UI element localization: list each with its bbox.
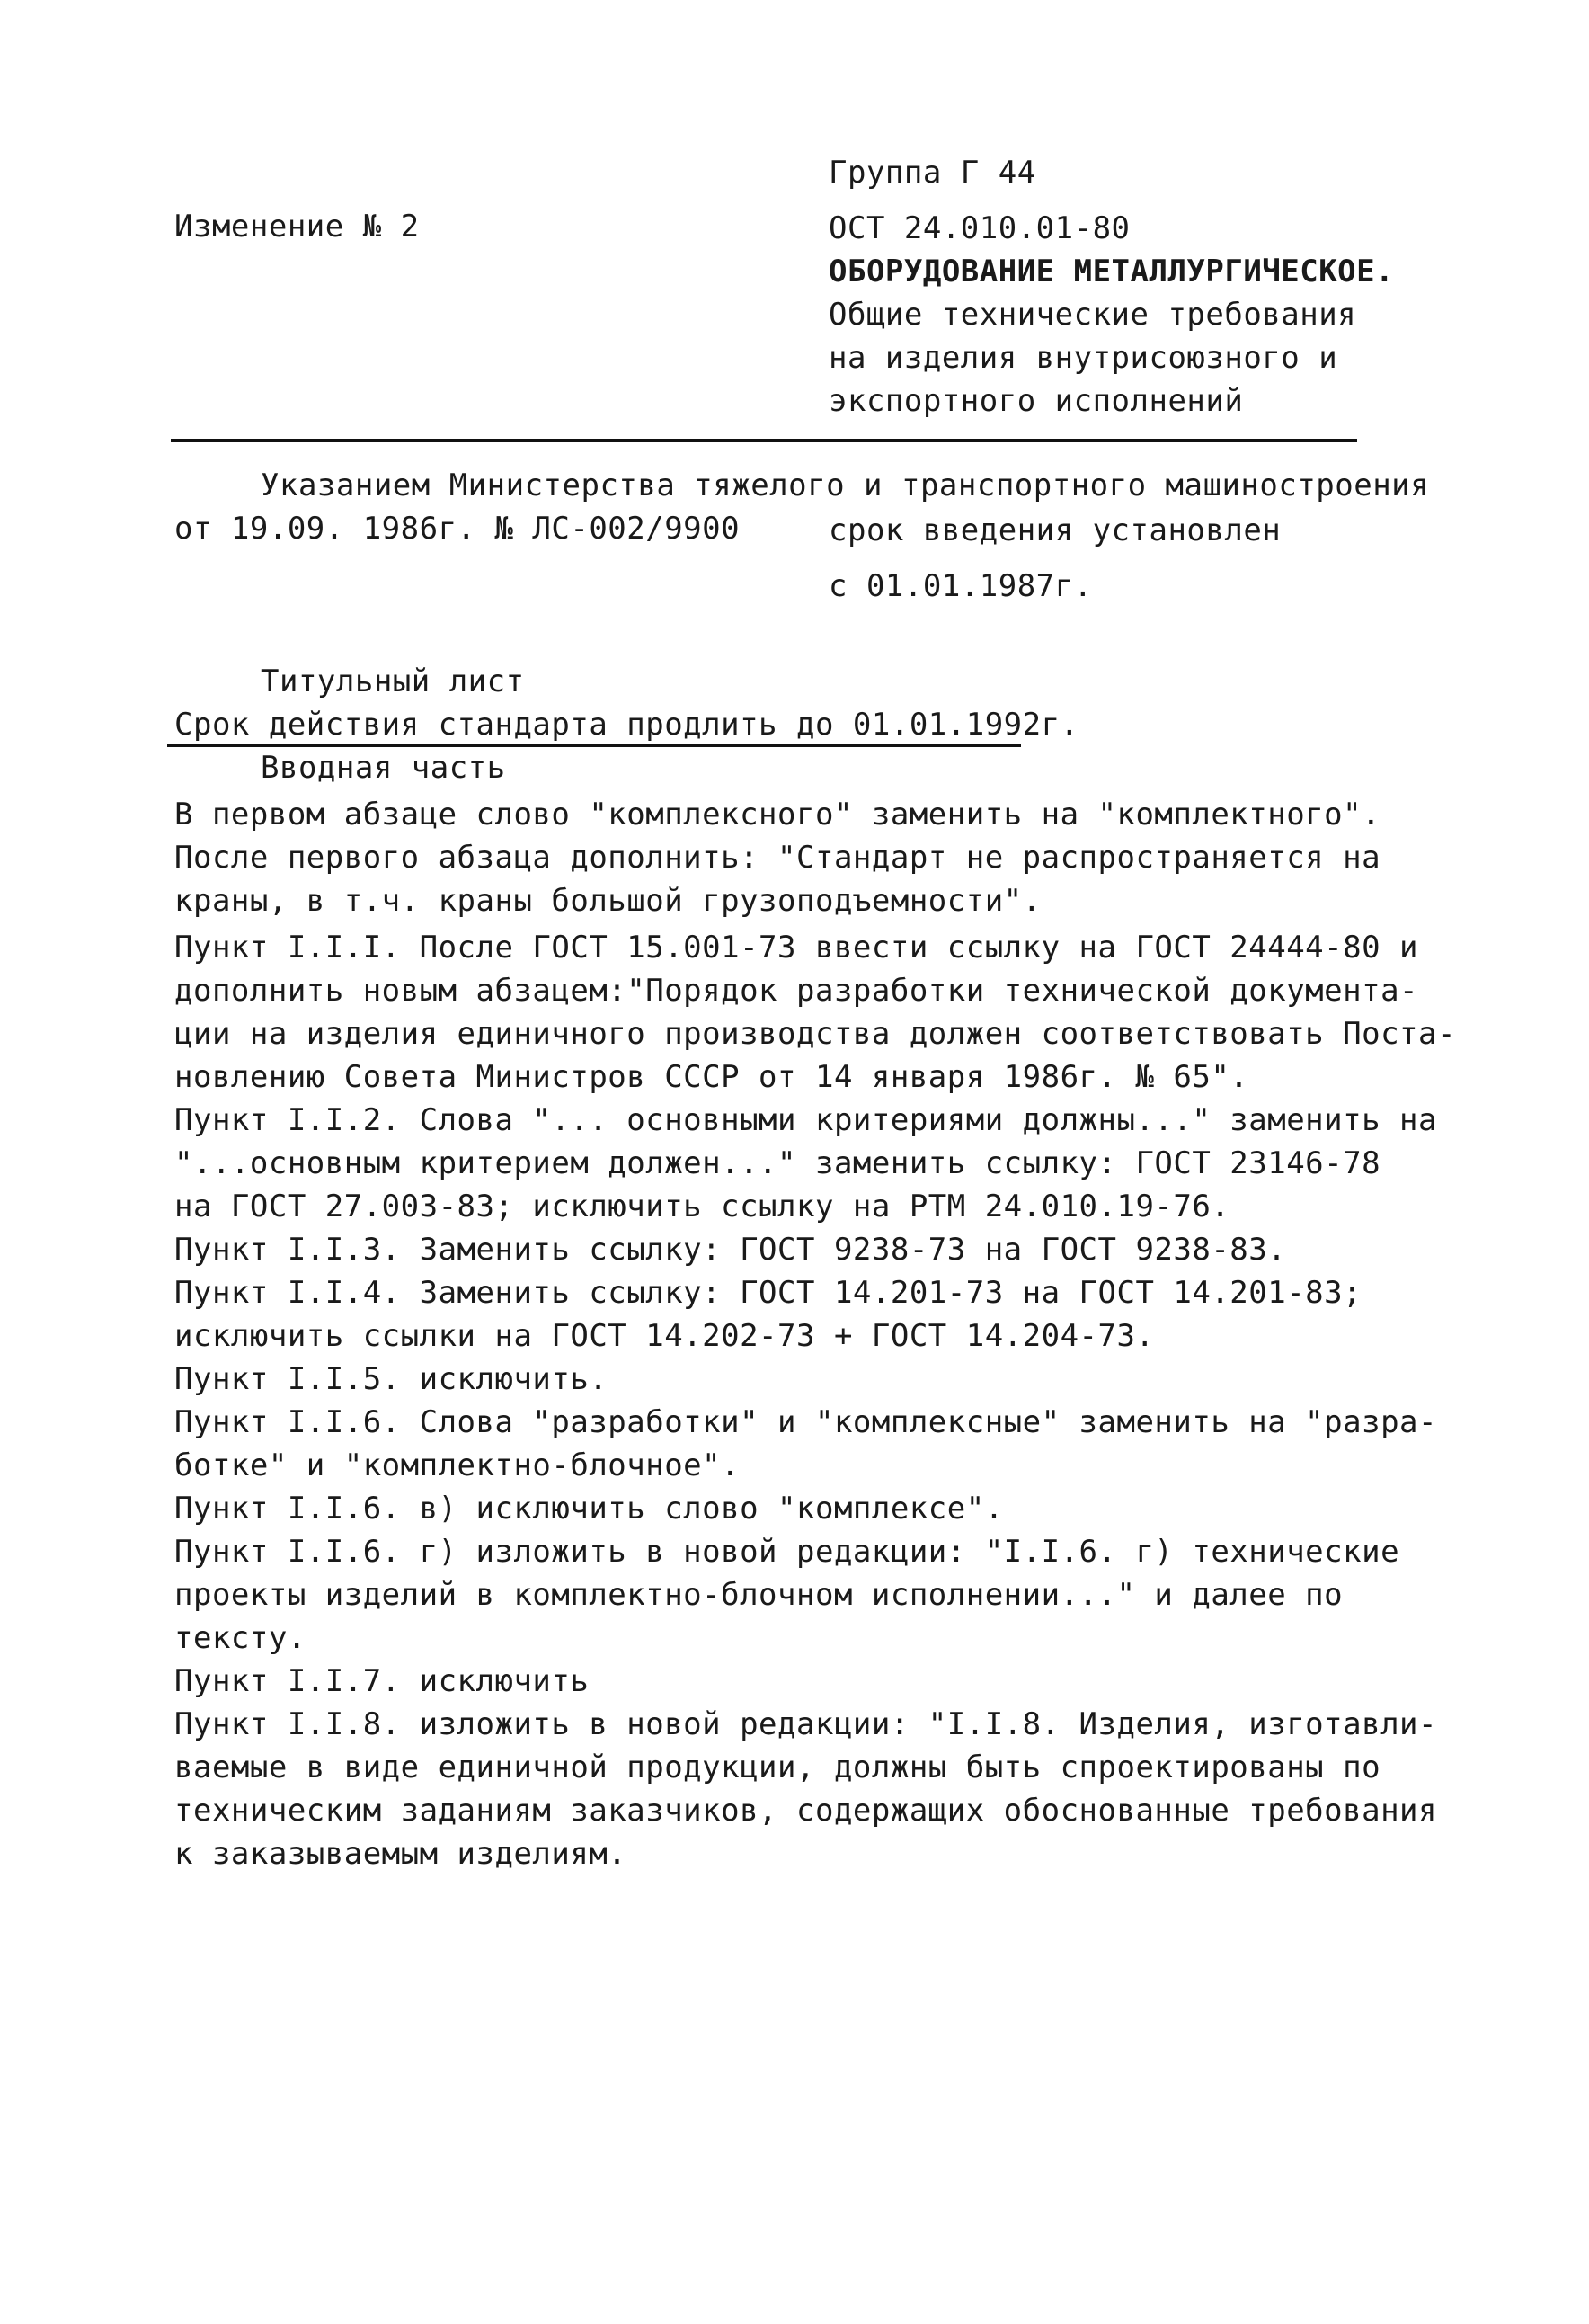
- intro-heading: Вводная часть: [261, 750, 506, 786]
- standard-title-line-3: на изделия внутрисоюзного и: [829, 340, 1338, 376]
- body-line-12: Пункт I.I.4. Заменить ссылку: ГОСТ 14.201-73 на ГОСТ 14.201-83;: [174, 1275, 1363, 1311]
- title-sheet-text: Срок действия стандарта продлить до 01.01.1992г.: [174, 707, 1079, 743]
- body-line-8: Пункт I.I.2. Слова "... основными критериями должны..." заменить на: [174, 1102, 1437, 1138]
- body-line-22: Пункт I.I.8. изложить в новой редакции: "I.I.8. Изделия, изготавли-: [174, 1706, 1437, 1742]
- body-line-7: новлению Совета Министров СССР от 14 января 1986г. № 65".: [174, 1059, 1249, 1095]
- standard-code: ОСТ 24.010.01-80: [829, 210, 1131, 246]
- body-line-10: на ГОСТ 27.003-83; исключить ссылку на РТМ 24.010.19-76.: [174, 1189, 1230, 1224]
- body-line-21: Пункт I.I.7. исключить: [174, 1663, 590, 1699]
- body-line-14: Пункт I.I.5. исключить.: [174, 1361, 608, 1397]
- body-line-13: исключить ссылки на ГОСТ 14.202-73 + ГОСТ 14.204-73.: [174, 1318, 1155, 1354]
- body-line-23: ваемые в виде единичной продукции, должны быть спроектированы по: [174, 1750, 1381, 1785]
- body-line-19: проекты изделий в комплектно-блочном исполнении..." и далее по: [174, 1577, 1344, 1613]
- standard-title-line-2: Общие технические требования: [829, 297, 1357, 333]
- body-line-16: ботке" и "комплектно-блочное".: [174, 1447, 741, 1483]
- body-line-20: тексту.: [174, 1620, 306, 1656]
- decree-effective-date: с 01.01.1987г.: [829, 568, 1093, 604]
- body-line-17: Пункт I.I.6. в) исключить слово "комплексе".: [174, 1491, 1004, 1527]
- body-line-1: В первом абзаце слово "комплексного" заменить на "комплектного".: [174, 797, 1381, 833]
- body-line-24: техническим заданиям заказчиков, содержащих обоснованные требования: [174, 1793, 1437, 1829]
- body-line-5: дополнить новым абзацем:"Порядок разработки технической документа-: [174, 973, 1419, 1009]
- decree-line-2-left: от 19.09. 1986г. № ЛС-002/9900: [174, 511, 741, 547]
- body-line-6: ции на изделия единичного производства должен соответствовать Поста-: [174, 1016, 1456, 1052]
- standard-title-line-1: ОБОРУДОВАНИЕ МЕТАЛЛУРГИЧЕСКОЕ.: [829, 254, 1395, 289]
- body-line-9: "...основным критерием должен..." заменить ссылку: ГОСТ 23146-78: [174, 1145, 1381, 1181]
- body-line-25: к заказываемым изделиям.: [174, 1836, 627, 1872]
- body-line-11: Пункт I.I.3. Заменить ссылку: ГОСТ 9238-73 на ГОСТ 9238-83.: [174, 1232, 1287, 1268]
- title-sheet-heading: Титульный лист: [261, 663, 525, 699]
- body-line-4: Пункт I.I.I. После ГОСТ 15.001-73 ввести ссылку на ГОСТ 24444-80 и: [174, 930, 1419, 966]
- group-label: Группа Г 44: [829, 155, 1036, 191]
- decree-line-2-right: срок введения установлен: [829, 512, 1282, 548]
- body-line-3: краны, в т.ч. краны большой грузоподъемности".: [174, 883, 1042, 919]
- header-divider: [171, 439, 1357, 442]
- standard-title-line-4: экспортного исполнений: [829, 383, 1244, 419]
- body-line-2: После первого абзаца дополнить: "Стандарт не распространяется на: [174, 840, 1381, 876]
- body-line-15: Пункт I.I.6. Слова "разработки" и "комплексные" заменить на "разра-: [174, 1404, 1437, 1440]
- title-sheet-underline: [167, 744, 1021, 747]
- body-line-18: Пункт I.I.6. г) изложить в новой редакции: "I.I.6. г) технические: [174, 1534, 1400, 1570]
- decree-line-1: Указанием Министерства тяжелого и транспортного машиностроения: [261, 467, 1430, 503]
- change-number: Изменение № 2: [174, 209, 420, 245]
